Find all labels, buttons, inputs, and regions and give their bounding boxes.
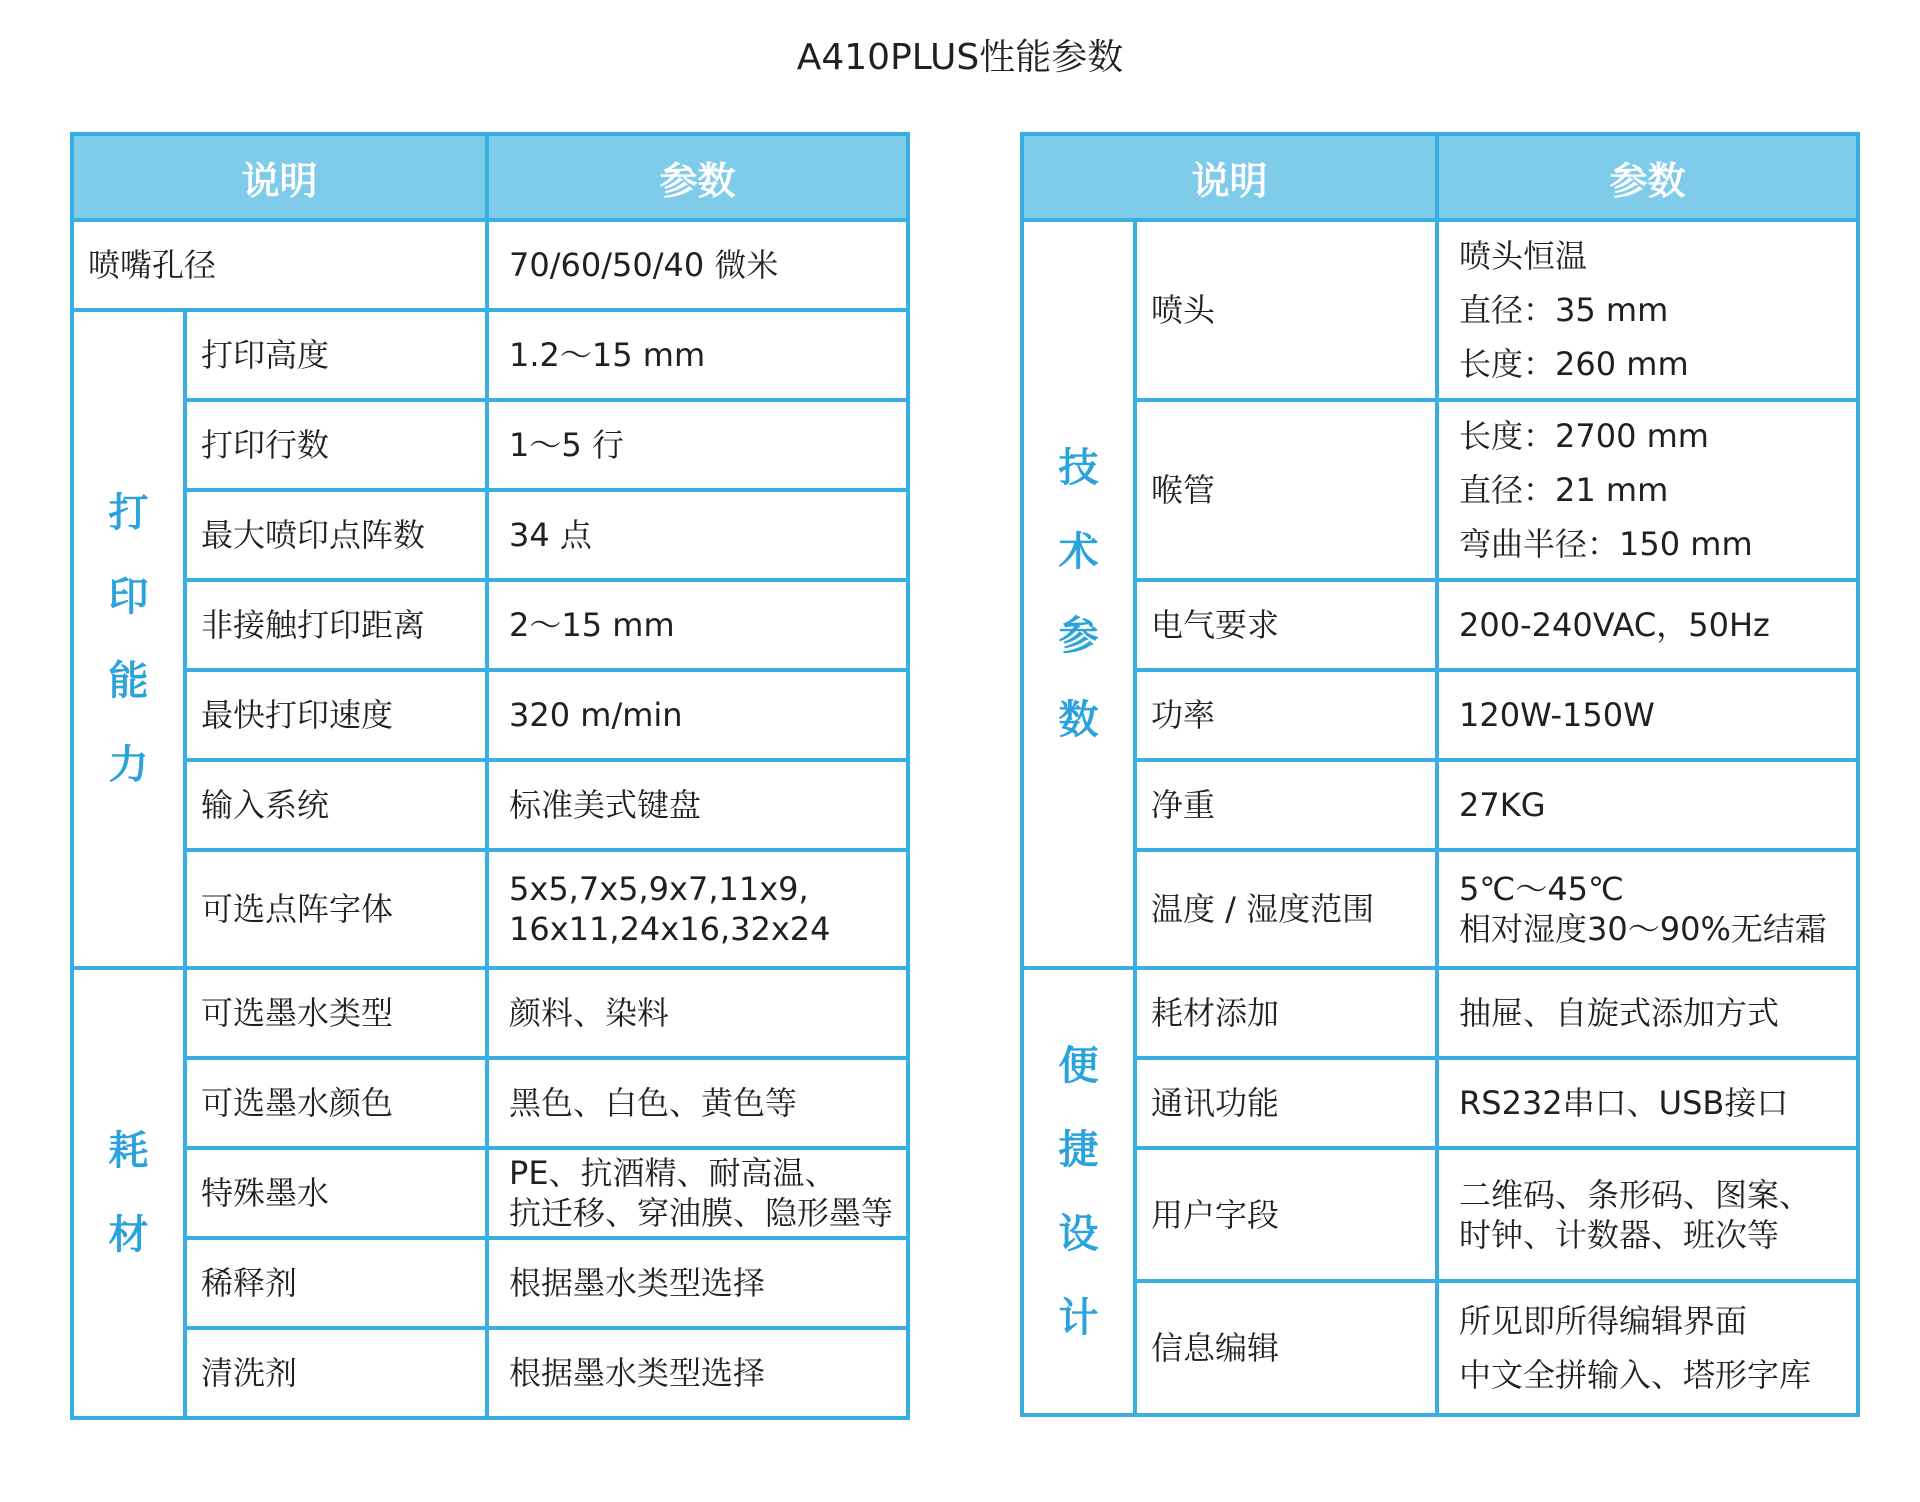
value-line: 弯曲半径：150 mm	[1459, 525, 1753, 563]
value-line: 抗迁移、穿油膜、隐形墨等	[509, 1194, 894, 1232]
row-value: 27KG	[1437, 760, 1858, 850]
group-char: 力	[108, 742, 149, 788]
group-label-consumables	[72, 968, 185, 1418]
table-row	[1022, 850, 1858, 968]
row-label: 非接触打印距离	[185, 580, 487, 670]
table-row	[1022, 580, 1858, 670]
left-spec-table	[70, 132, 910, 1420]
group-char: 材	[108, 1212, 149, 1258]
value-line: 中文全拼输入、塔形字库	[1459, 1356, 1812, 1394]
row-label: 特殊墨水	[185, 1148, 487, 1238]
table-header-row	[1022, 134, 1858, 220]
table-row	[1022, 1148, 1858, 1281]
table-row	[1022, 400, 1858, 580]
table-row	[72, 760, 908, 850]
row-value: 抽屉、自旋式添加方式	[1437, 968, 1858, 1058]
group-char: 计	[1058, 1294, 1099, 1341]
row-label: 用户字段	[1135, 1148, 1437, 1281]
group-char: 技	[1058, 445, 1099, 491]
row-value: 34 点	[487, 490, 908, 580]
table-row	[72, 1328, 908, 1418]
table-row	[1022, 220, 1858, 400]
table-row	[72, 1058, 908, 1148]
row-label: 最快打印速度	[185, 670, 487, 760]
row-value: 根据墨水类型选择	[487, 1238, 908, 1328]
row-label: 净重	[1135, 760, 1437, 850]
table-row	[72, 220, 908, 310]
header-param: 参数	[487, 134, 908, 220]
row-value: 黑色、白色、黄色等	[487, 1058, 908, 1148]
row-label: 可选点阵字体	[185, 850, 487, 968]
value-line: 相对湿度30～90%无结霜	[1459, 910, 1827, 948]
value-line: 直径：35 mm	[1459, 291, 1669, 329]
row-label: 打印行数	[185, 400, 487, 490]
group-char: 打	[108, 490, 149, 536]
row-label: 电气要求	[1135, 580, 1437, 670]
group-label-print-capability	[72, 310, 185, 968]
group-char: 参	[1058, 613, 1099, 659]
header-desc: 说明	[1022, 134, 1437, 220]
row-value: 2～15 mm	[487, 580, 908, 670]
value-line: 直径：21 mm	[1459, 471, 1669, 509]
row-value: 1.2～15 mm	[487, 310, 908, 400]
table-row	[72, 310, 908, 400]
row-label: 输入系统	[185, 760, 487, 850]
group-label-technical-params	[1022, 220, 1135, 968]
value-line: 喷头恒温	[1459, 237, 1588, 275]
table-row	[1022, 968, 1858, 1058]
row-label: 通讯功能	[1135, 1058, 1437, 1148]
row-label: 喷嘴孔径	[72, 220, 487, 310]
value-line: PE、抗酒精、耐高温、	[509, 1154, 837, 1192]
group-char: 印	[108, 574, 149, 620]
header-param: 参数	[1437, 134, 1858, 220]
table-header-row	[72, 134, 908, 220]
row-label: 喷头	[1135, 220, 1437, 400]
group-char: 数	[1058, 697, 1099, 743]
row-label: 可选墨水颜色	[185, 1058, 487, 1148]
row-value: 标准美式键盘	[487, 760, 908, 850]
row-label: 信息编辑	[1135, 1281, 1437, 1415]
row-value	[487, 850, 908, 968]
table-row	[72, 850, 908, 968]
row-label: 温度 / 湿度范围	[1135, 850, 1437, 968]
row-value	[1437, 400, 1858, 580]
table-row	[72, 670, 908, 760]
value-line: 5℃～45℃	[1459, 870, 1624, 908]
row-label: 稀释剂	[185, 1238, 487, 1328]
header-desc: 说明	[72, 134, 487, 220]
value-line: 时钟、计数器、班次等	[1459, 1215, 1780, 1254]
page-title: A410PLUS性能参数	[796, 37, 1124, 78]
table-row	[72, 968, 908, 1058]
value-line: 16x11,24x16,32x24	[509, 910, 831, 948]
row-value: 120W-150W	[1437, 670, 1858, 760]
table-row	[72, 580, 908, 670]
row-label: 喉管	[1135, 400, 1437, 580]
group-char: 耗	[108, 1128, 149, 1174]
table-row	[72, 490, 908, 580]
value-line: 5x5,7x5,9x7,11x9,	[509, 870, 809, 908]
group-char: 能	[108, 658, 149, 704]
table-row	[72, 400, 908, 490]
row-value: 320 m/min	[487, 670, 908, 760]
table-row	[72, 1148, 908, 1238]
row-value: 根据墨水类型选择	[487, 1328, 908, 1418]
row-value: 颜料、染料	[487, 968, 908, 1058]
row-label: 打印高度	[185, 310, 487, 400]
value-line: 长度：2700 mm	[1459, 417, 1709, 455]
value-line: 长度：260 mm	[1459, 345, 1689, 383]
value-line: 所见即所得编辑界面	[1459, 1302, 1748, 1340]
row-label: 最大喷印点阵数	[185, 490, 487, 580]
row-value	[1437, 1281, 1858, 1415]
row-label: 清洗剂	[185, 1328, 487, 1418]
table-row	[1022, 670, 1858, 760]
row-label: 可选墨水类型	[185, 968, 487, 1058]
table-row	[1022, 1281, 1858, 1415]
value-line: 二维码、条形码、图案、	[1459, 1175, 1812, 1214]
right-spec-table	[1020, 132, 1860, 1417]
row-label: 功率	[1135, 670, 1437, 760]
group-label-convenient-design	[1022, 968, 1135, 1415]
group-char: 设	[1058, 1210, 1099, 1257]
row-value	[1437, 1148, 1858, 1281]
group-char: 捷	[1058, 1126, 1099, 1173]
row-value: RS232串口、USB接口	[1437, 1058, 1858, 1148]
row-value: 1～5 行	[487, 400, 908, 490]
row-value	[487, 1148, 908, 1238]
table-row	[1022, 1058, 1858, 1148]
row-value: 200-240VAC，50Hz	[1437, 580, 1858, 670]
group-char: 术	[1058, 529, 1099, 575]
row-label: 耗材添加	[1135, 968, 1437, 1058]
row-value	[1437, 220, 1858, 400]
row-value: 70/60/50/40 微米	[487, 220, 908, 310]
table-row	[1022, 760, 1858, 850]
row-value	[1437, 850, 1858, 968]
group-char: 便	[1058, 1042, 1099, 1089]
table-row	[72, 1238, 908, 1328]
